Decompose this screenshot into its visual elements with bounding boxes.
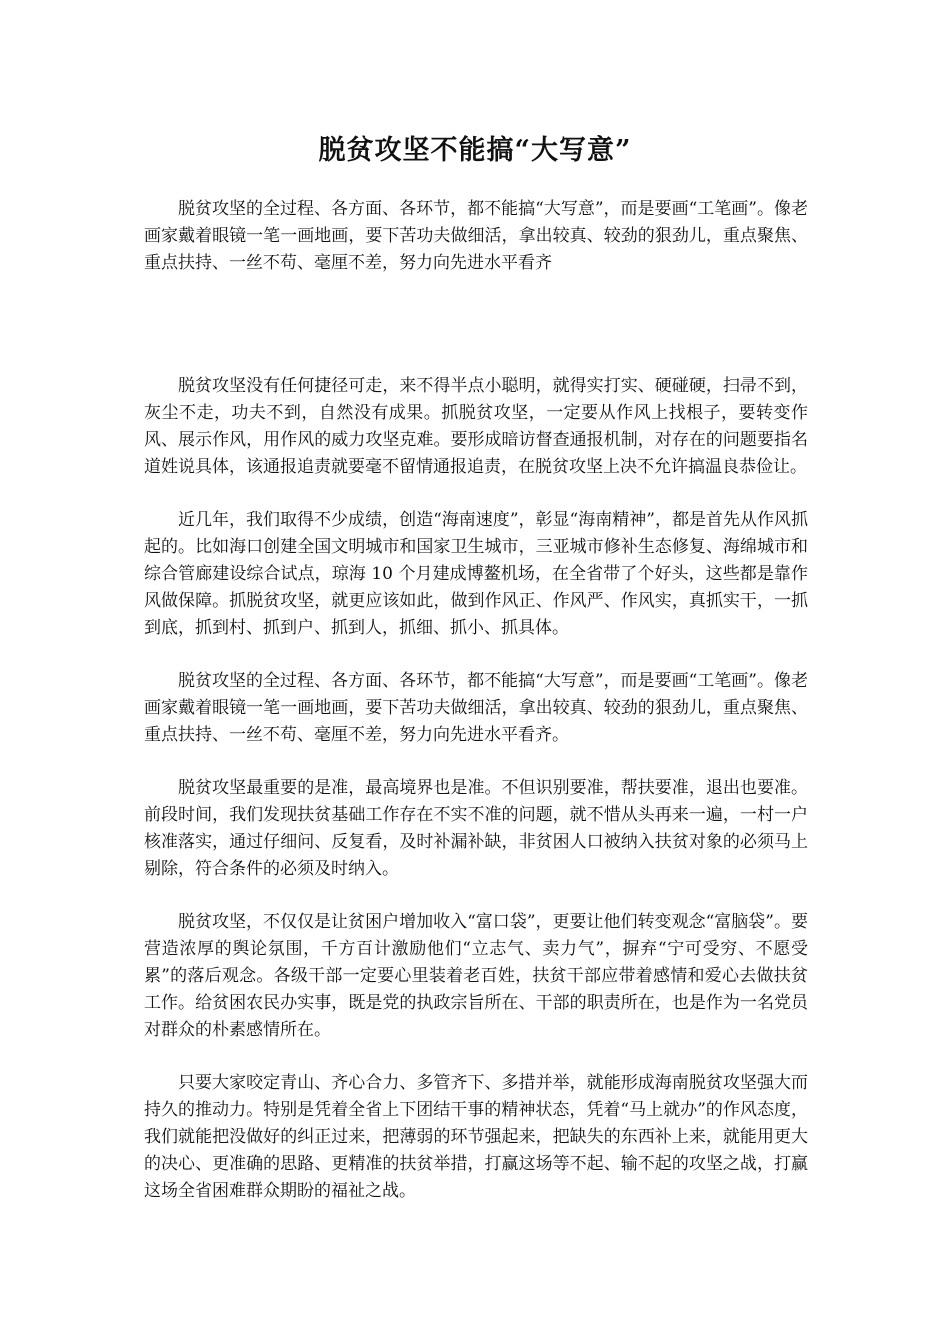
paragraph-7: 只要大家咬定青山、齐心合力、多管齐下、多措并举，就能形成海南脱贫攻坚强大而持久的推动力。特别是凭着全省上下团结干事的精神状态，凭着“马上就办”的作风态度，我们就能把没做好的纠正过来，把薄弱的环节强起来，把缺失的东西补上来，就能用更大的决心、更准确的思路、更精准的扶贫举措，打赢这场等不起、输不起的攻坚之战，打赢这场全省困难群众期盼的福祉之战。 bbox=[144, 1073, 808, 1201]
document-title: 脱贫攻坚不能搞“大写意” bbox=[318, 135, 632, 166]
paragraph-1: 脱贫攻坚的全过程、各方面、各环节，都不能搞“大写意”，而是要画“工笔画”。像老画家戴着眼镜一笔一画地画，要下苦功夫做细活，拿出较真、较劲的狠劲儿，重点聚焦、重点扶持、一丝不苟、毫厘不差，努力向先进水平看齐 bbox=[144, 199, 808, 273]
paragraph-5: 脱贫攻坚最重要的是准，最高境界也是准。不但识别要准，帮扶要准，退出也要准。前段时间，我们发现扶贫基础工作存在不实不准的问题，就不惜从头再来一遍，一村一户核准落实，通过仔细问、反复看，及时补漏补缺，非贫困人口被纳入扶贫对象的必须马上剔除，符合条件的必须及时纳入。 bbox=[144, 778, 808, 879]
paragraph-3: 近几年，我们取得不少成绩，创造“海南速度”，彰显“海南精神”，都是首先从作风抓起的。比如海口创建全国文明城市和国家卫生城市，三亚城市修补生态修复、海绵城市和综合管廊建设综合试点，琼海 10 个月建成博鳌机场，在全省带了个好头，这些都是靠作风做保障。抓脱贫攻坚，就更应该如此，做到作风正、作风严、作风实，真抓实干，一抓到底，抓到村、抓到户、抓到人，抓细、抓小、抓具体。 bbox=[144, 510, 808, 638]
paragraph-6: 脱贫攻坚，不仅仅是让贫困户增加收入“富口袋”，更要让他们转变观念“富脑袋”。要营造浓厚的舆论氛围，千方百计激励他们“立志气、卖力气”，摒弃“宁可受穷、不愿受累”的落后观念。各级干部一定要心里装着老百姓，扶贫干部应带着感情和爱心去做扶贫工作。给贫困农民办实事，既是党的执政宗旨所在、干部的职责所在，也是作为一名党员对群众的朴素感情所在。 bbox=[144, 912, 808, 1040]
paragraph-2: 脱贫攻坚没有任何捷径可走，来不得半点小聪明，就得实打实、硬碰硬，扫帚不到，灰尘不走，功夫不到，自然没有成果。抓脱贫攻坚，一定要从作风上找根子，要转变作风、展示作风，用作风的威力攻坚克难。要形成暗访督查通报机制，对存在的问题要指名道姓说具体，该通报追责就要毫不留情通报追责，在脱贫攻坚上决不允许搞温良恭俭让。 bbox=[144, 376, 808, 477]
document-body bbox=[144, 196, 808, 1231]
paragraph-4: 脱贫攻坚的全过程、各方面、各环节，都不能搞“大写意”，而是要画“工笔画”。像老画家戴着眼镜一笔一画地画，要下苦功夫做细活，拿出较真、较劲的狠劲儿，重点聚焦、重点扶持、一丝不苟、毫厘不差，努力向先进水平看齐。 bbox=[144, 671, 808, 745]
